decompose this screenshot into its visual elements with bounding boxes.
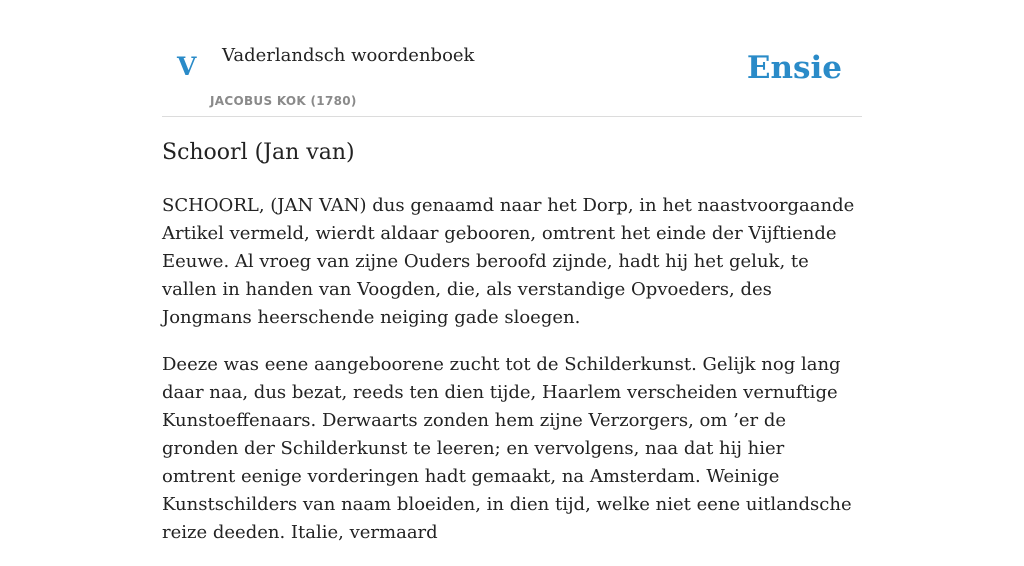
entry-paragraph: Deeze was eene aangeboorene zucht tot de Schilderkunst. Gelijk nog lang daar naa, dus bezat, reeds ten dien tijde, Haarlem verscheiden vernuftige Kunstoeffenaars. Derwaarts zonden hem zijne Verzorgers, om ’er de gronden der Schilderkunst te leeren; en vervolgens, naa dat hij hier omtrent eenige vorderingen hadt gemaakt, na Amsterdam. Weinige Kunstschilders van naam bloeiden, in dien tijd, welke niet eene uitlandsche reize deeden. Italie, vermaard: [162, 354, 852, 543]
page: [162, 0, 862, 543]
entry-body: [162, 192, 862, 566]
book-author: JACOBUS KOK (1780): [210, 94, 357, 108]
entry-title: Schoorl (Jan van): [162, 140, 355, 165]
ensie-logo[interactable]: Ensie: [746, 50, 842, 86]
entry-paragraph: SCHOORL, (JAN VAN) dus genaamd naar het Dorp, in het naastvoorgaande Artikel vermeld, wierdt aldaar gebooren, omtrent het einde der Vijftiende Eeuwe. Al vroeg van zijne Ouders beroofd zijnde, hadt hij het geluk, te vallen in handen van Voogden, die, als verstandige Opvoeders, des Jongmans heerschende neiging gade sloegen.: [162, 195, 855, 328]
book-header: [162, 0, 862, 117]
book-title[interactable]: Vaderlandsch woordenboek: [222, 45, 475, 66]
index-letter[interactable]: V: [177, 52, 197, 81]
